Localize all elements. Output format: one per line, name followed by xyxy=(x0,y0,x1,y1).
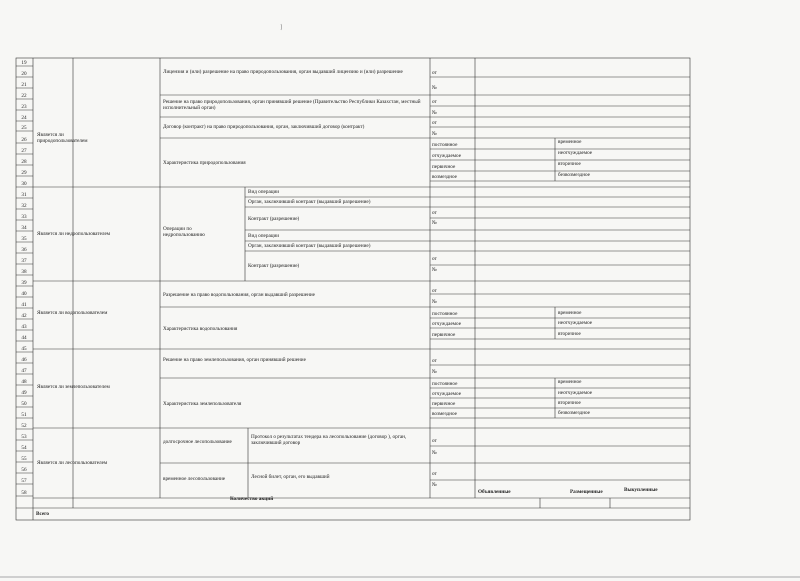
row-number: 38 xyxy=(21,269,27,275)
char-inalienable: неотчуждаемое xyxy=(558,150,593,156)
row-number: 47 xyxy=(21,368,27,374)
water-user-label: Является ли водопользователем xyxy=(37,310,108,316)
forest-user-label: Является ли лесопользователем xyxy=(37,460,108,466)
row-number: 24 xyxy=(21,115,27,121)
char-temporary: временное xyxy=(558,139,582,145)
char-free: безвозмездное xyxy=(558,410,590,416)
land-decision-label: Решение на право землепользования, орган принявший решение xyxy=(163,357,306,363)
nature-license-label: Лицензия и (или) разрешение на право природопользования, орган выдавший лицензию и (или) разрешение xyxy=(163,69,403,75)
subsoil-authority: Орган, заключивший контракт (выдавший разрешение) xyxy=(248,243,371,249)
nature-user-label: Является ли природопользователем xyxy=(37,132,88,144)
from-label: от xyxy=(432,256,437,262)
row-number: 37 xyxy=(21,258,27,264)
char-inalienable: неотчуждаемое xyxy=(558,390,593,396)
row-number: 25 xyxy=(21,125,27,131)
row-number: 29 xyxy=(21,170,27,176)
forest-temporary-label: временное лесопользование xyxy=(163,476,226,482)
row-number: 32 xyxy=(21,203,27,209)
land-character-label: Характеристика землепользователя xyxy=(163,401,242,407)
row-number: 56 xyxy=(21,467,27,473)
row-number: 54 xyxy=(21,445,27,451)
subsoil-user-label: Является ли недропользователем xyxy=(37,231,111,237)
char-temporary: временное xyxy=(558,379,582,385)
number-label: № xyxy=(432,110,437,116)
row-number: 55 xyxy=(21,456,27,462)
nature-contract-label: Договор (контракт) на право природопользования, орган, заключивший договор (контракт) xyxy=(163,124,365,130)
row-number: 40 xyxy=(21,291,27,297)
row-number: 26 xyxy=(21,137,27,143)
row-number: 35 xyxy=(21,236,27,242)
number-label: № xyxy=(432,220,437,226)
forest-long-term-label: долгосрочное лесопользование xyxy=(163,439,232,445)
row-number: 57 xyxy=(21,478,27,484)
char-permanent: постоянное xyxy=(432,311,458,317)
from-label: от xyxy=(432,471,437,477)
from-label: от xyxy=(432,358,437,364)
row-number: 43 xyxy=(21,324,27,330)
quantity-of-shares-label: Количество акций xyxy=(230,496,274,502)
number-label: № xyxy=(432,131,437,137)
char-temporary: временное xyxy=(558,310,582,316)
char-primary: первичное xyxy=(432,164,456,170)
nature-decision-label: Решение на право природопользования, орган принявший решение (Правительство Республики Казахстан, местный исполнительный орган) xyxy=(163,99,421,111)
row-number: 23 xyxy=(21,104,27,110)
number-label: № xyxy=(432,299,437,305)
from-label: от xyxy=(432,120,437,126)
row-number: 49 xyxy=(21,390,27,396)
char-secondary: вторичное xyxy=(558,400,581,406)
char-alienable: отчуждаемое xyxy=(432,321,461,327)
row-number: 46 xyxy=(21,357,27,363)
total-label: Всего xyxy=(36,511,49,517)
row-number: 45 xyxy=(21,346,27,352)
scan-edge xyxy=(0,576,800,578)
row-number: 58 xyxy=(21,490,27,496)
char-alienable: отчуждаемое xyxy=(432,153,461,159)
char-primary: первичное xyxy=(432,332,456,338)
row-number: 34 xyxy=(21,225,27,231)
row-number: 41 xyxy=(21,302,27,308)
char-inalienable: неотчуждаемое xyxy=(558,320,593,326)
row-number: 21 xyxy=(21,82,27,88)
forest-ticket-label: Лесной билет, орган, его выдавший xyxy=(251,474,330,480)
row-number: 28 xyxy=(21,159,27,165)
forest-protocol-label: Протокол о результатах тендера на лесопользование (договор ), орган, заключивший договор xyxy=(251,434,407,446)
subsoil-contract: Контракт (разрешение) xyxy=(248,216,300,222)
land-user-label: Является ли землепользователем xyxy=(37,384,110,390)
char-paid: возмездное xyxy=(432,411,457,417)
char-permanent: постоянное xyxy=(432,381,458,387)
number-label: № xyxy=(432,482,437,488)
nature-character-label: Характеристика природопользования xyxy=(163,160,246,166)
number-label: № xyxy=(432,450,437,456)
char-primary: первичное xyxy=(432,401,456,407)
row-number: 39 xyxy=(21,280,27,286)
from-label: от xyxy=(432,288,437,294)
subsoil-op-type: Вид операции xyxy=(248,233,280,239)
char-free: безвозмездное xyxy=(558,172,590,178)
row-number: 42 xyxy=(21,313,27,319)
row-number: 48 xyxy=(21,379,27,385)
row-number: 52 xyxy=(21,423,27,429)
row-number: 51 xyxy=(21,412,27,418)
char-alienable: отчуждаемое xyxy=(432,391,461,397)
number-label: № xyxy=(432,85,437,91)
placed-header: Размещенные xyxy=(570,489,603,495)
row-number: 20 xyxy=(21,71,27,77)
row-number: 53 xyxy=(21,434,27,440)
from-label: от xyxy=(432,438,437,444)
row-number: 27 xyxy=(21,148,27,154)
row-number: 33 xyxy=(21,214,27,220)
char-permanent: постоянное xyxy=(432,142,458,148)
row-number: 22 xyxy=(21,93,27,99)
char-paid: возмездное xyxy=(432,174,457,180)
char-secondary: вторичное xyxy=(558,331,581,337)
declared-header: Объявленные xyxy=(478,489,511,495)
water-permit-label: Разрешение на право водопользования, орган выдавший разрешение xyxy=(163,292,315,298)
char-secondary: вторичное xyxy=(558,161,581,167)
water-character-label: Характеристика водопользования xyxy=(163,326,238,332)
subsoil-op-type: Вид операции xyxy=(248,189,280,195)
row-number: 30 xyxy=(21,181,27,187)
row-number: 31 xyxy=(21,192,27,198)
subsoil-contract: Контракт (разрешение) xyxy=(248,263,300,269)
row-number: 44 xyxy=(21,335,27,341)
number-label: № xyxy=(432,267,437,273)
subsoil-operations-label: Операции по недропользованию xyxy=(163,226,205,238)
row-number: 19 xyxy=(21,60,27,66)
row-number: 36 xyxy=(21,247,27,253)
from-label: от xyxy=(432,70,437,76)
subsoil-authority: Орган, заключивший контракт (выдавший разрешение) xyxy=(248,199,371,205)
row-number: 50 xyxy=(21,401,27,407)
from-label: от xyxy=(432,99,437,105)
issued-header: Выкупленные xyxy=(624,487,658,493)
from-label: от xyxy=(432,210,437,216)
number-label: № xyxy=(432,369,437,375)
